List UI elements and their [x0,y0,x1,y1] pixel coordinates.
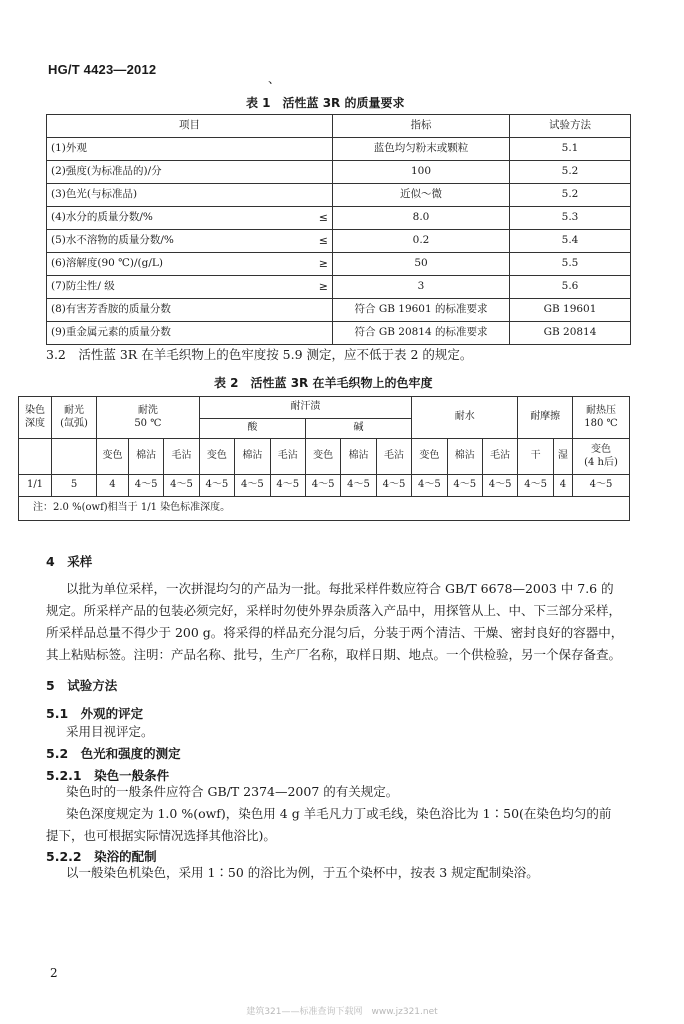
table2-sub-water-change: 变色 [412,439,447,475]
table2-note: 注：2.0 %(owf)相当于 1/1 染色标准深度。 [19,497,630,521]
table2-cell: 4～5 [412,475,447,497]
table2-sub-acid-wool: 毛沾 [270,439,305,475]
table2-header-acid: 酸 [199,419,305,439]
table2-header-depth: 染色 深度 [19,397,52,439]
table2-sub-wash-cotton: 棉沾 [128,439,163,475]
table1-row [47,138,631,161]
table1-method: 5.3 [510,207,631,230]
table2-cell: 4～5 [447,475,482,497]
stray-mark: 、 [268,72,281,86]
table1-value: 近似～微 [333,184,510,207]
table1-symbol [310,138,333,161]
table1-method: GB 19601 [510,299,631,322]
table1-row [47,276,631,299]
table1-symbol [310,299,333,322]
footer-watermark: 建筑321——标准查询下载网 www.jz321.net [246,1007,438,1017]
table2-cell: 4～5 [305,475,340,497]
table2-sub-water-cotton: 棉沾 [447,439,482,475]
table1-method: GB 20814 [510,322,631,345]
section-5-2-2-text: 以一般染色机染色，采用 1∶50 的浴比为例，于五个染杯中，按表 3 规定配制染浴。 [66,865,539,880]
table1-item: (2)强度(为标准品的)/分 [47,161,311,184]
table2-note-row [19,497,630,521]
table1-symbol: ≤ [310,230,333,253]
table2-sub-alkali-wool: 毛沾 [376,439,411,475]
table2-sub-water-wool: 毛沾 [482,439,517,475]
section-5-title: 5 试验方法 [46,678,118,693]
table2-cell: 4 [553,475,572,497]
table2-cell: 4～5 [518,475,553,497]
page-number: 2 [50,966,58,980]
table1-row [47,161,631,184]
table2-caption: 表 2 活性蓝 3R 在羊毛织物上的色牢度 [214,376,433,390]
table1-value: 100 [333,161,510,184]
table2-cell: 4～5 [128,475,163,497]
table2-light-blank [52,439,97,475]
table1-value: 3 [333,276,510,299]
table2-cell: 4～5 [235,475,270,497]
table2-cell: 4～5 [270,475,305,497]
table2-cell: 4～5 [376,475,411,497]
table2-sub-wash-wool: 毛沾 [164,439,199,475]
table1-header-item: 项目 [47,115,333,138]
standard-code: HG/T 4423—2012 [48,62,157,77]
table1-method: 5.2 [510,184,631,207]
table1-item: (1)外观 [47,138,311,161]
table2-sub-alkali-cotton: 棉沾 [341,439,376,475]
table1-value: 蓝色均匀粉末或颗粒 [333,138,510,161]
section-5-2-title: 5.2 色光和强度的测定 [46,746,181,761]
table1-value: 符合 GB 20814 的标准要求 [333,322,510,345]
table2-cell: 4～5 [199,475,234,497]
table1-value: 0.2 [333,230,510,253]
table2-header-wash: 耐洗 50 ℃ [97,397,200,439]
table2-cell: 4～5 [164,475,199,497]
table2-data-row [19,475,630,497]
table2-header-heat: 耐热压 180 ℃ [573,397,630,439]
table1-method: 5.5 [510,253,631,276]
section-5-2-1-line-2: 染色深度规定为 1.0 %(owf)，染色用 4 g 羊毛凡力丁或毛线，染色浴比为 1∶50(在染色均匀的前 [66,806,612,821]
section-4-line-4: 其上粘贴标签。注明：产品名称、批号，生产厂名称，取样日期、地点。一个供检验，另一个保存备查。 [46,647,622,662]
table1-symbol: ≥ [310,253,333,276]
section-3-2-text: 3.2 活性蓝 3R 在羊毛织物上的色牢度按 5.9 测定，应不低于表 2 的规定。 [46,347,473,362]
table2-header-row-1 [19,397,630,419]
section-5-2-1-line-1: 染色时的一般条件应符合 GB/T 2374—2007 的有关规定。 [66,784,399,799]
table2-sub-acid-change: 变色 [199,439,234,475]
table2-sub-heat-change: 变色 (4 h后) [573,439,630,475]
table2-header-rub: 耐摩擦 [518,397,573,439]
table2-cell: 4～5 [341,475,376,497]
section-5-1-title: 5.1 外观的评定 [46,706,144,721]
table1-quality-requirements [46,114,631,345]
table2-sub-acid-cotton: 棉沾 [235,439,270,475]
section-5-2-1-line-3: 提下，也可根据实际情况选择其他浴比)。 [46,828,276,843]
table1-row [47,299,631,322]
table1-row [47,322,631,345]
section-5-2-1-title: 5.2.1 染色一般条件 [46,768,170,783]
section-4-line-1: 以批为单位采样，一次拼混均匀的产品为一批。每批采样件数应符合 GB/T 6678—2003 中 7.6 的 [66,581,614,596]
table2-sub-rub-wet: 湿 [553,439,572,475]
table2-sub-wash-change: 变色 [97,439,129,475]
table2-header-alkali: 碱 [305,419,411,439]
table1-row [47,184,631,207]
table1-item: (9)重金属元素的质量分数 [47,322,311,345]
table1-value: 符合 GB 19601 的标准要求 [333,299,510,322]
section-5-1-text: 采用目视评定。 [66,724,154,739]
table1-method: 5.1 [510,138,631,161]
table1-method: 5.2 [510,161,631,184]
table1-row [47,230,631,253]
table2-cell: 1/1 [19,475,52,497]
table1-row [47,207,631,230]
section-4-line-2: 规定。所采样产品的包装必须完好，采样时勿使外界杂质落入产品中，用探管从上、中、下三部分采样， [46,603,622,618]
table1-header-method: 试验方法 [510,115,631,138]
table1-value: 50 [333,253,510,276]
table2-header-sweat: 耐汗渍 [199,397,411,419]
table1-symbol [310,161,333,184]
table2-header-water: 耐水 [412,397,518,439]
table2-color-fastness [18,396,630,521]
table1-header-row [47,115,631,138]
table2-depth-blank [19,439,52,475]
section-4-line-3: 所采样品总量不得少于 200 g。将采得的样品充分混匀后，分装于两个清洁、干燥、密封良好的容器中， [46,625,624,640]
table1-header-value: 指标 [333,115,510,138]
table1-method: 5.6 [510,276,631,299]
table2-cell: 4 [97,475,129,497]
section-5-2-2-title: 5.2.2 染浴的配制 [46,849,157,864]
table1-value: 8.0 [333,207,510,230]
table1-caption: 表 1 活性蓝 3R 的质量要求 [246,96,405,110]
table1-symbol [310,184,333,207]
table2-header-row-3 [19,439,630,475]
table1-symbol: ≤ [310,207,333,230]
table2-cell: 4～5 [482,475,517,497]
table1-item: (8)有害芳香胺的质量分数 [47,299,311,322]
table2-header-light: 耐光 (氙弧) [52,397,97,439]
table1-item: (7)防尘性/ 级 [47,276,311,299]
table1-item: (6)溶解度(90 ℃)/(g/L) [47,253,311,276]
table1-item: (3)色光(与标准品) [47,184,311,207]
table1-symbol [310,322,333,345]
table1-row [47,253,631,276]
table2-sub-alkali-change: 变色 [305,439,340,475]
table2-cell: 5 [52,475,97,497]
table1-method: 5.4 [510,230,631,253]
table2-cell: 4～5 [573,475,630,497]
table2-sub-rub-dry: 干 [518,439,553,475]
table1-symbol: ≥ [310,276,333,299]
section-4-title: 4 采样 [46,554,93,569]
table1-item: (4)水分的质量分数/% [47,207,311,230]
table1-item: (5)水不溶物的质量分数/% [47,230,311,253]
